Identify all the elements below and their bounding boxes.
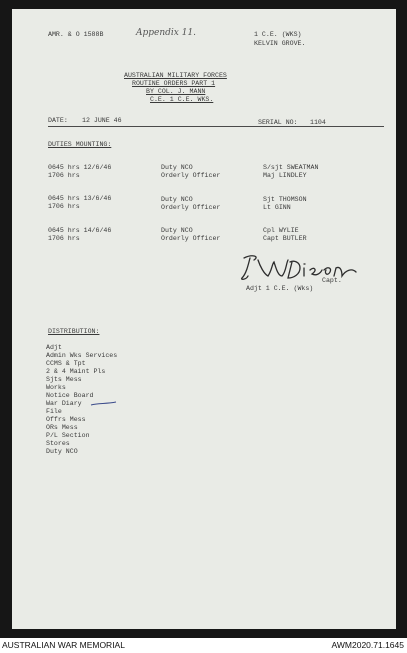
serial-value: 1104 bbox=[310, 119, 326, 126]
list-item: 2 & 4 Maint Pls bbox=[46, 368, 106, 375]
duty-name-1: S/sjt SWEATMAN bbox=[263, 164, 319, 171]
footer-source: AUSTRALIAN WAR MEMORIAL bbox=[2, 640, 125, 650]
duty-name-1: Cpl WYLIE bbox=[263, 227, 299, 234]
appendix-handwritten-note: Appendix 11. bbox=[136, 28, 197, 38]
reference-number: AMR. & O 1588B bbox=[48, 31, 104, 38]
title-line-1: AUSTRALIAN MILITARY FORCES bbox=[124, 72, 227, 79]
list-item: Duty NCO bbox=[46, 448, 78, 455]
duty-role-1: Duty NCO bbox=[161, 196, 193, 203]
list-item: Admin Wks Services bbox=[46, 352, 118, 359]
title-line-3: BY COL. J. MANN bbox=[146, 88, 206, 95]
title-line-4: C.E. 1 C.E. WKS. bbox=[150, 96, 214, 103]
date-label: DATE: bbox=[48, 117, 68, 124]
list-item: Adjt bbox=[46, 344, 62, 351]
duty-time-end: 1706 hrs bbox=[48, 203, 80, 210]
list-item: P/L Section bbox=[46, 432, 90, 439]
unit-line-2: KELVIN GROVE. bbox=[254, 40, 306, 47]
unit-line-1: 1 C.E. (WKS) bbox=[254, 31, 302, 38]
list-item: Offrs Mess bbox=[46, 416, 86, 423]
list-item: War Diary bbox=[46, 400, 82, 407]
duty-time-end: 1706 hrs bbox=[48, 172, 80, 179]
list-item: Works bbox=[46, 384, 66, 391]
duty-time-end: 1706 hrs bbox=[48, 235, 80, 242]
duty-name-2: Maj LINDLEY bbox=[263, 172, 307, 179]
list-item: Notice Board bbox=[46, 392, 94, 399]
signature-appointment: Adjt 1 C.E. (Wks) bbox=[246, 285, 314, 292]
date-value: 12 JUNE 46 bbox=[82, 117, 122, 124]
duty-name-1: Sjt THOMSON bbox=[263, 196, 307, 203]
duty-name-2: Capt BUTLER bbox=[263, 235, 307, 242]
duty-time-start: 0645 hrs 13/6/46 bbox=[48, 195, 112, 202]
duty-time-start: 0645 hrs 12/6/46 bbox=[48, 164, 112, 171]
list-item: Sjts Mess bbox=[46, 376, 82, 383]
duties-heading: DUTIES MOUNTING: bbox=[48, 141, 112, 148]
duty-time-start: 0645 hrs 14/6/46 bbox=[48, 227, 112, 234]
duty-role-2: Orderly Officer bbox=[161, 235, 221, 242]
handwritten-stroke-mark bbox=[90, 401, 118, 407]
duty-role-1: Duty NCO bbox=[161, 227, 193, 234]
list-item: File bbox=[46, 408, 62, 415]
duty-role-2: Orderly Officer bbox=[161, 172, 221, 179]
distribution-heading: DISTRIBUTION: bbox=[48, 328, 100, 335]
list-item: ORs Mess bbox=[46, 424, 78, 431]
duty-name-2: Lt GINN bbox=[263, 204, 291, 211]
title-line-2: ROUTINE ORDERS PART 1 bbox=[132, 80, 216, 87]
list-item: CCMS & Tpt bbox=[46, 360, 86, 367]
duty-role-1: Duty NCO bbox=[161, 164, 193, 171]
list-item: Stores bbox=[46, 440, 70, 447]
duty-role-2: Orderly Officer bbox=[161, 204, 221, 211]
footer-accession-number: AWM2020.71.1645 bbox=[331, 640, 404, 650]
date-underline bbox=[48, 126, 384, 127]
serial-label: SERIAL NO: bbox=[258, 119, 298, 126]
signature-rank: Capt. bbox=[322, 277, 342, 284]
